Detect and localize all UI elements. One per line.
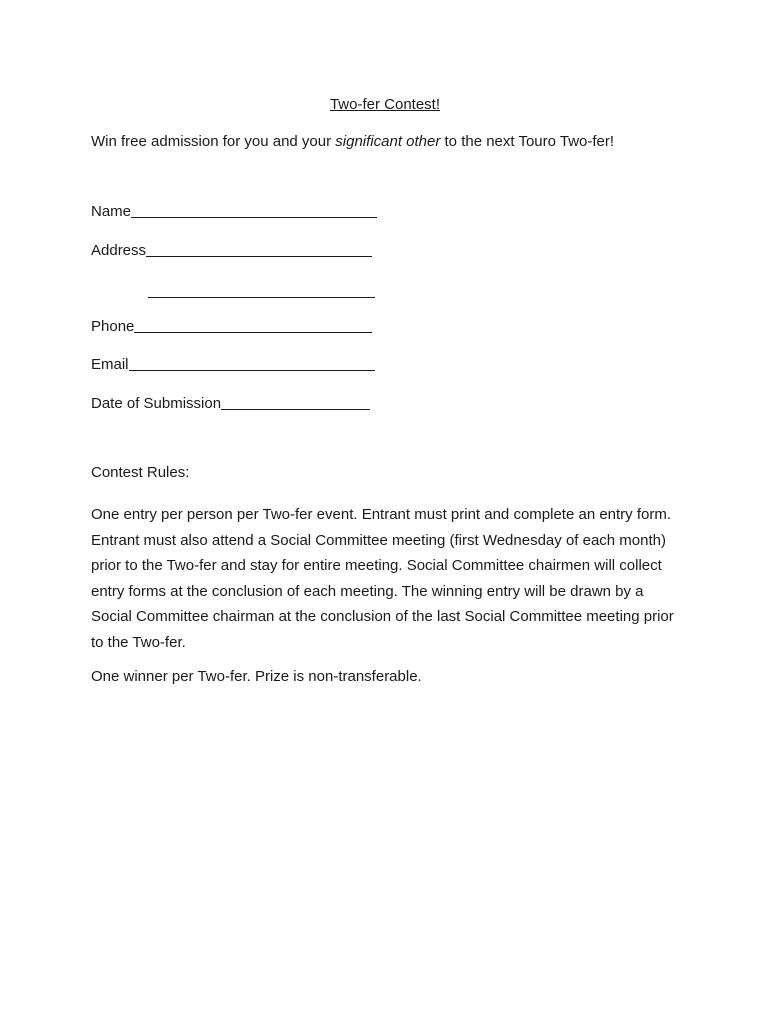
document-title: Two-fer Contest! — [329, 96, 441, 113]
address-field — [91, 242, 372, 259]
name-label: Name — [91, 203, 132, 220]
address-label: Address — [91, 242, 147, 259]
email-label: Email — [91, 356, 129, 373]
name-field — [91, 203, 377, 220]
closing-paragraph: One winner per Two-fer. Prize is non-transferable. — [91, 668, 422, 685]
date-of-submission-field — [91, 395, 370, 412]
intro-text-end: to the next Touro Two-fer! — [440, 133, 615, 150]
intro-emphasis: significant other — [335, 133, 441, 150]
phone-blank[interactable] — [134, 318, 372, 333]
phone-field — [91, 318, 372, 335]
intro-line — [91, 133, 614, 150]
email-field — [91, 356, 375, 373]
phone-label: Phone — [91, 318, 135, 335]
name-blank[interactable] — [131, 203, 377, 218]
date-of-submission-label: Date of Submission — [91, 395, 222, 412]
contest-rules-paragraph: One entry per person per Two-fer event. Entrant must print and complete an entry form. Entrant must also attend a Social Committee meeting (first Wednesday of each month) prior to the Two-fer and stay for entire meeting. Social Committee chairmen will collect entry forms at the conclusion of each meeting. The winning entry will be drawn by a Social Committee chairman at the conclusion of the last Social Committee meeting prior to the Two-fer. — [91, 506, 674, 651]
email-blank[interactable] — [129, 356, 375, 371]
address-line-2-blank[interactable] — [148, 283, 375, 298]
contest-rules-heading: Contest Rules: — [91, 464, 190, 481]
address-blank[interactable] — [146, 242, 372, 257]
date-of-submission-blank[interactable] — [221, 395, 370, 410]
intro-text-start: Win free admission for you and your — [91, 133, 336, 150]
address-line-2 — [148, 283, 375, 300]
